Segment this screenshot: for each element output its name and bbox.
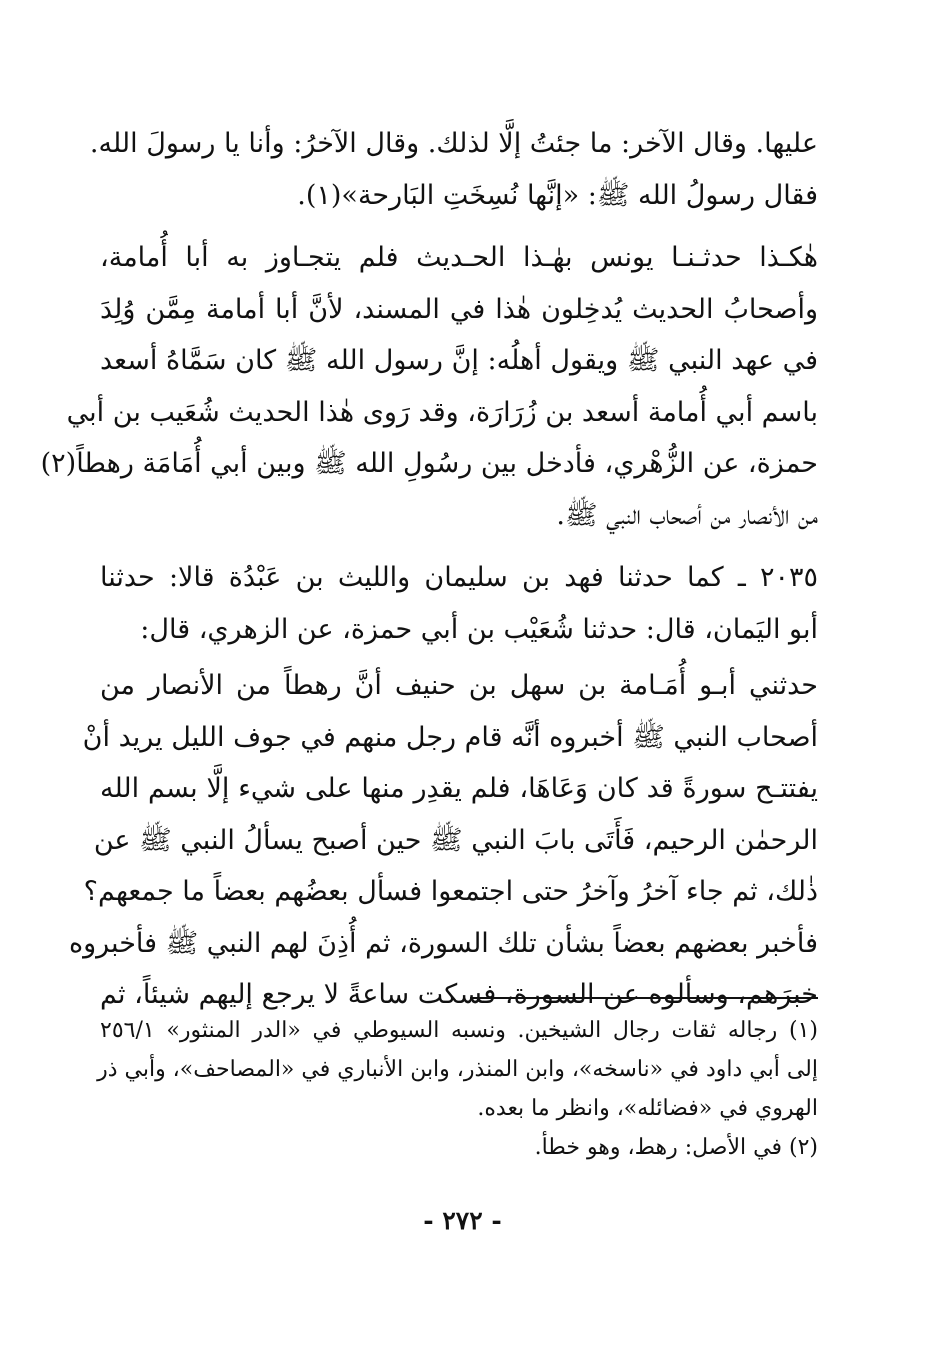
hadith-heading-line: ٢٠٣٥ ـ كما حدثنا فهد بن سليمان والليث بن عَبْدُة قالا: حدثنا bbox=[100, 562, 818, 593]
text-line: هٰكـذا حدثـنـا يونس بهٰـذا الحـديث فلم يتجـاوز به أبا أُمامة، bbox=[100, 242, 818, 273]
text-line: وأصحابُ الحديث يُدخِلون هٰذا في المسند، لأنَّ أبا أمامة مِمَّن وُلِدَ bbox=[100, 293, 818, 325]
text-line: أصحاب النبي ﷺ أخبروه أنَّه قام رجل منهم في جوف الليل يريد أنْ bbox=[82, 721, 818, 753]
paragraph-gap bbox=[100, 541, 818, 552]
text-line: باسم أبي أُمامة أسعد بن زُرَارَة، وقد رَوى هٰذا الحديث شُعَيب بن أبي bbox=[66, 396, 818, 428]
text-line: ذٰلك، ثم جاء آخرُ وآخرُ حتى اجتمعوا فسأل بعضُهم بعضاً ما جمعهم؟ bbox=[83, 876, 818, 907]
text-line: الرحمٰن الرحيم، فَأَتَى بابَ النبي ﷺ حين أصبح يسألُ النبي ﷺ عن bbox=[93, 824, 818, 856]
footnote-separator bbox=[470, 997, 818, 999]
footnote-line: (١) رجاله ثقات رجال الشيخين. ونسبه السيوطي في «الدر المنثور» ٢٥٦/١ bbox=[100, 1018, 818, 1043]
footnote-line: (٢) في الأصل: رهط، وهو خطأ. bbox=[534, 1135, 818, 1160]
text-line: فأخبر بعضهم بعضاً بشأن تلك السورة، ثم أُذِنَ لهم النبي ﷺ فأخبروه bbox=[68, 927, 818, 959]
text-line: خبرَهم، وسألوه عن السورة، فسكت ساعةً لا يرجع إليهم شيئاً، ثم bbox=[100, 979, 818, 1010]
text-line: حمزة، عن الزُّهْري، فأدخل بين رسُولِ الله ﷺ وبين أبي أُمَامَة رهطاً(٢) bbox=[40, 448, 818, 479]
main-text-body bbox=[40, 118, 818, 1021]
text-line: عليها. وقال الآخر: ما جئتُ إلَّا لذلك. وقال الآخرُ: وأنا يا رسولَ الله. bbox=[89, 128, 818, 159]
text-line: فقال رسولُ الله ﷺ: «إنَّها نُسِخَتِ البَارحة»(١). bbox=[297, 179, 818, 211]
footnote-line: الهروي في «فضائله»، وانظر ما بعده. bbox=[477, 1096, 818, 1121]
text-line: حدثني أبـو أُمَـامة بن سهل بن حنيف أنَّ رهطاً من الأنصار من bbox=[100, 670, 818, 701]
text-line: يفتتـح سورةً قد كان وَعَاهَا، فلم يقدِر منها على شيء إلَّا بسم الله bbox=[100, 773, 818, 804]
page-number: - ٢٧٢ - bbox=[423, 1206, 502, 1235]
text-line: أبو اليَمان، قال: حدثنا شُعَيْب بن أبي حمزة، عن الزهري، قال: bbox=[140, 613, 818, 645]
footnote-line: إلى أبي داود في «ناسخه»، وابن المنذر، وابن الأنباري في «المصاحف»، وأبي ذر bbox=[97, 1057, 818, 1082]
text-line: من الأنصار من أصحاب النبي ﷺ. bbox=[556, 499, 818, 531]
paragraph-gap bbox=[100, 221, 818, 232]
text-line: في عهد النبي ﷺ ويقول أهلُه: إنَّ رسول الله ﷺ كان سَمَّاهُ أسعد bbox=[100, 345, 818, 376]
footnotes bbox=[97, 1011, 818, 1167]
